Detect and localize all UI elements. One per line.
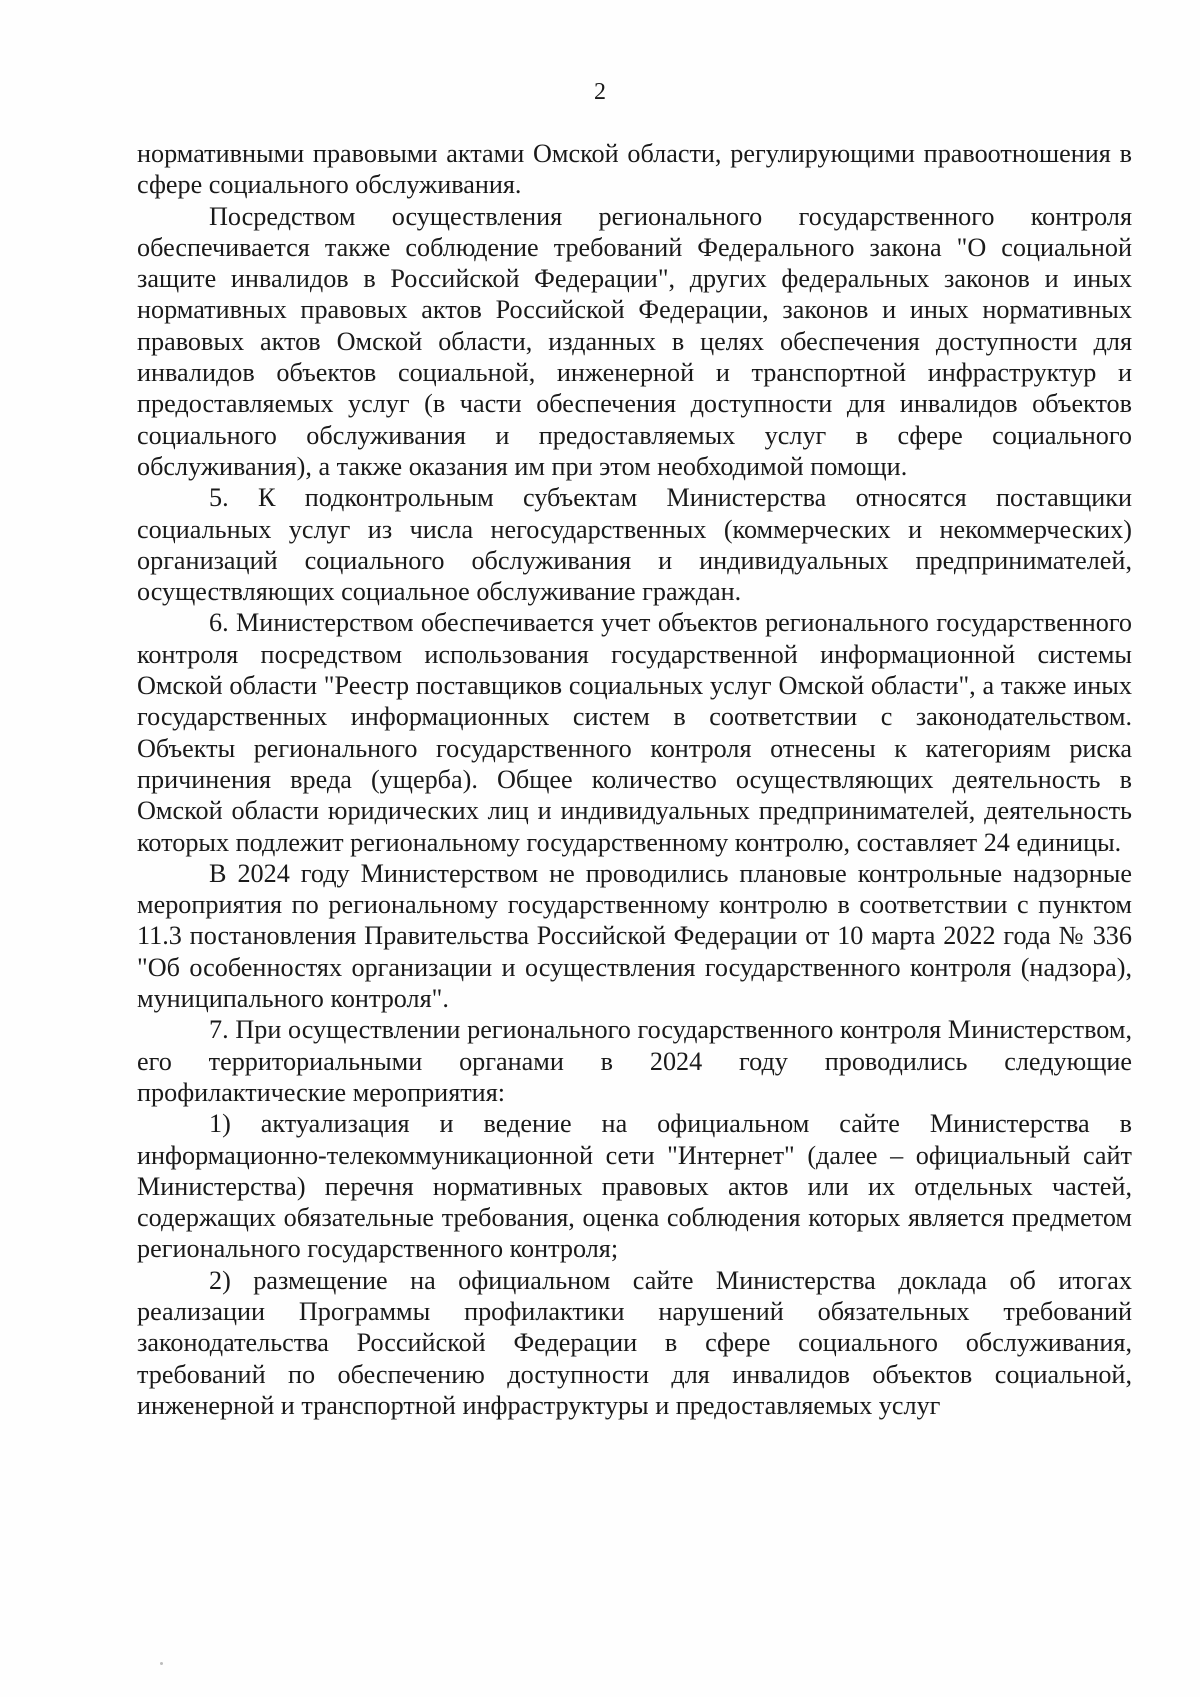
- paragraph-item-5-controlled-subjects: 5. К подконтрольным субъектам Министерства относятся поставщики социальных услуг из числа негосударственных (коммерческих и некоммерческих) организаций социального обслуживания и индивидуальных предпринимателей, осуществляющих социальное обслуживание граждан.: [137, 483, 1132, 607]
- paragraph-subitem-1-website-list: 1) актуализация и ведение на официальном сайте Министерства в информационно-телекоммуникационной сети "Интернет" (далее – официальный сайт Министерства) перечня нормативных правовых актов или их отдельных частей, содержащих обязательные требования, оценка соблюдения которых является предметом регионального государственного контроля;: [137, 1109, 1132, 1264]
- paragraph-item-7-preventive-measures: 7. При осуществлении регионального государственного контроля Министерством, его территориальными органами в 2024 году проводились следующие профилактические мероприятия:: [137, 1015, 1132, 1107]
- scan-artifact: [160, 1662, 163, 1665]
- paragraph-continuation: нормативными правовыми актами Омской области, регулирующими правоотношения в сфере социального обслуживания.: [137, 139, 1132, 200]
- document-body: [137, 138, 1132, 1421]
- page-number: 2: [594, 79, 606, 105]
- paragraph-state-control-accessibility: Посредством осуществления регионального государственного контроля обеспечивается также соблюдение требований Федерального закона "О социальной защите инвалидов в Российской Федерации", других федеральных законов и иных нормативных правовых актов Российской Федерации, законов и иных нормативных правовых актов Омской области, изданных в целях обеспечения доступности для инвалидов объектов социальной, инженерной и транспортной инфраструктур и предоставляемых услуг (в части обеспечения доступности для инвалидов объектов социального обслуживания и предоставляемых услуг в сфере социального обслуживания), а также оказания им при этом необходимой помощи.: [137, 201, 1132, 481]
- paragraph-subitem-2-report-placement: 2) размещение на официальном сайте Министерства доклада об итогах реализации Программы профилактики нарушений обязательных требований законодательства Российской Федерации в сфере социального обслуживания, требований по обеспечению доступности для инвалидов объектов социальной, инженерной и транспортной инфраструктуры и предоставляемых услуг: [137, 1265, 1132, 1420]
- paragraph-item-6-registry-accounting: 6. Министерством обеспечивается учет объектов регионального государственного контроля посредством использования государственной информационной системы Омской области "Реестр поставщиков социальных услуг Омской области", а также иных государственных информационных систем в соответствии с законодательством. Объекты регионального государственного контроля отнесены к категориям риска причинения вреда (ущерба). Общее количество осуществляющих деятельность в Омской области юридических лиц и индивидуальных предпринимателей, деятельность которых подлежит региональному государственному контролю, составляет 24 единицы.: [137, 608, 1132, 857]
- paragraph-2024-no-planned-inspections: В 2024 году Министерством не проводились плановые контрольные надзорные мероприятия по региональному государственному контролю в соответствии с пунктом 11.3 постановления Правительства Российской Федерации от 10 марта 2022 года № 336 "Об особенностях организации и осуществления государственного контроля (надзора), муниципального контроля".: [137, 858, 1132, 1014]
